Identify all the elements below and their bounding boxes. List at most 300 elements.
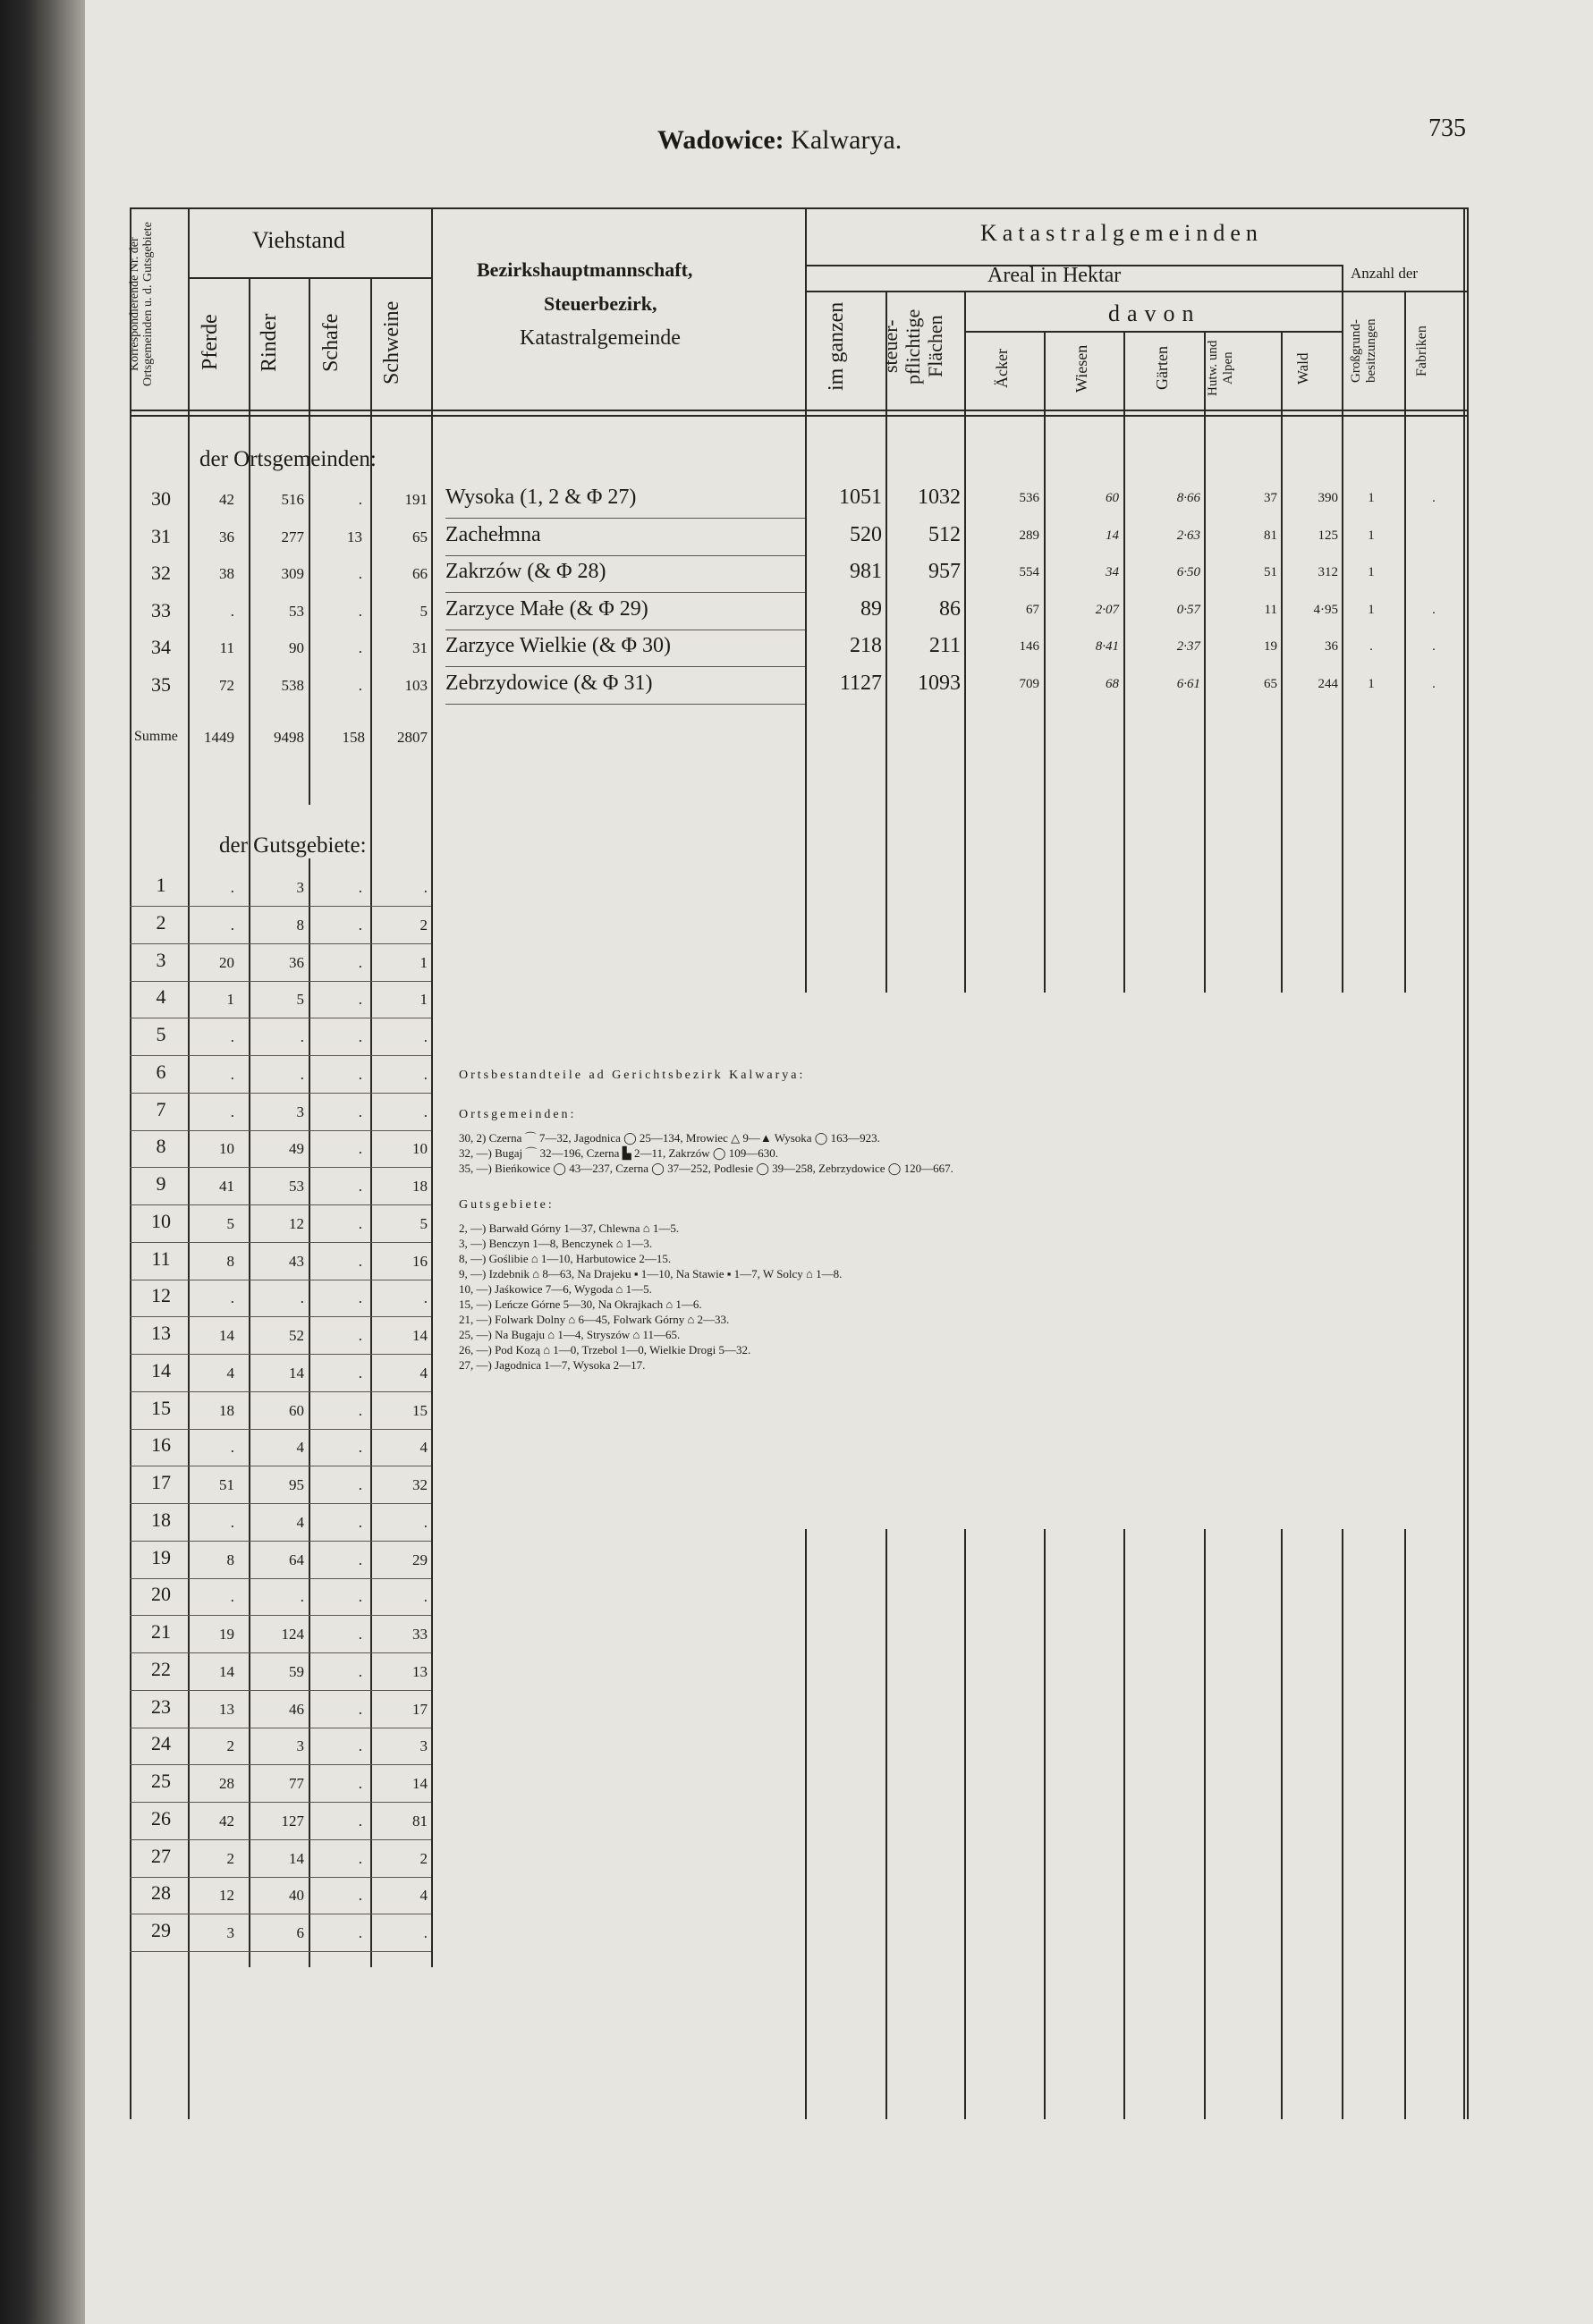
cell-schafe: . xyxy=(358,1626,362,1643)
cell-rinder: 3 xyxy=(296,879,304,896)
row-rule xyxy=(130,943,431,944)
cell-rinder: 3 xyxy=(296,1737,304,1754)
cell-rinder: 309 xyxy=(281,565,304,582)
cell-steuer: 1093 xyxy=(918,672,961,695)
cell-rinder: 8 xyxy=(296,917,304,934)
note-line: 27, —) Jagodnica 1—7, Wysoka 2—17. xyxy=(459,1358,646,1372)
cell-rinder: 277 xyxy=(281,528,304,545)
cell-rinder: 516 xyxy=(281,491,304,508)
notes-guts-head: Gutsgebiete: xyxy=(459,1198,555,1212)
row-number: 11 xyxy=(151,1247,171,1270)
cell-gross: 1 xyxy=(1368,677,1375,691)
cell-wald: 244 xyxy=(1318,677,1338,691)
cell-ganzen: 89 xyxy=(860,597,882,621)
cell-pferde: 5 xyxy=(226,1215,234,1232)
row-number: 14 xyxy=(151,1359,171,1382)
col-bezirk-3: Katastralgemeinde xyxy=(520,326,681,350)
cell-schweine: 31 xyxy=(412,639,428,656)
cell-name: Zachełmna xyxy=(445,523,541,546)
row-rule xyxy=(130,1093,431,1094)
row-number: 32 xyxy=(151,562,171,584)
cell-schafe: . xyxy=(358,1588,362,1605)
grid-hline xyxy=(130,207,1467,209)
cell-schweine: 13 xyxy=(412,1663,428,1680)
cell-wiesen: 34 xyxy=(1106,565,1119,579)
row-rule xyxy=(130,1167,431,1168)
cell-schweine: . xyxy=(423,1028,428,1045)
grid-hline xyxy=(188,277,431,279)
col-aecker: Äcker xyxy=(993,349,1011,388)
cell-schweine: 4 xyxy=(419,1365,428,1382)
cell-schafe: . xyxy=(358,1476,362,1493)
row-rule xyxy=(130,1802,431,1803)
cell-rinder: 12 xyxy=(289,1215,304,1232)
cell-schafe: . xyxy=(358,1439,362,1456)
cell-rinder: 90 xyxy=(289,639,304,656)
cell-schafe: . xyxy=(358,917,362,934)
cell-schweine: 65 xyxy=(412,528,428,545)
row-rule xyxy=(130,1503,431,1504)
cell-schafe: . xyxy=(358,1028,362,1045)
cell-rinder: 46 xyxy=(289,1701,304,1718)
row-rule xyxy=(130,1764,431,1765)
row-number: 10 xyxy=(151,1210,171,1232)
section-ortsgemeinden: der Ortsgemeinden: xyxy=(199,447,377,471)
col-katastral: Katastralgemeinden xyxy=(980,220,1263,246)
cell-pferde: 18 xyxy=(219,1402,234,1419)
summe-schweine: 2807 xyxy=(397,729,428,746)
row-number: 28 xyxy=(151,1881,171,1904)
row-number: 16 xyxy=(151,1433,171,1456)
note-line: 30, 2) Czerna ⌒ 7—32, Jagodnica ◯ 25—134, Mrowiec △ 9—▲ Wysoka ◯ 163—923. xyxy=(459,1131,880,1145)
cell-schafe: . xyxy=(358,1140,362,1157)
row-number: 35 xyxy=(151,673,171,696)
cell-rinder: . xyxy=(300,1028,304,1045)
row-rule xyxy=(130,1690,431,1691)
col-im-ganzen: im ganzen xyxy=(825,301,848,392)
cell-pferde: . xyxy=(230,603,234,620)
cell-rinder: 36 xyxy=(289,954,304,971)
cell-gross: 1 xyxy=(1368,565,1375,579)
grid-vline xyxy=(1281,331,1283,993)
cell-fabriken: . xyxy=(1432,639,1436,654)
cell-schafe: . xyxy=(358,1775,362,1792)
cell-pferde: . xyxy=(230,1514,234,1531)
grid-vline xyxy=(964,1529,966,2119)
row-number: 6 xyxy=(156,1061,166,1083)
grid-vline-double xyxy=(1463,207,1465,2119)
cell-gross: 1 xyxy=(1368,603,1375,617)
cell-schafe: . xyxy=(358,1850,362,1867)
cell-gross: 1 xyxy=(1368,491,1375,505)
cell-rinder: 43 xyxy=(289,1253,304,1270)
cell-schweine: 14 xyxy=(412,1327,428,1344)
row-number: 31 xyxy=(151,525,171,547)
cell-gaerten: 2·37 xyxy=(1176,639,1200,654)
col-bezirk-1: Bezirkshauptmannschaft, xyxy=(477,258,693,281)
cell-schafe: . xyxy=(358,565,362,582)
cell-schafe: . xyxy=(358,1813,362,1830)
cell-schafe: . xyxy=(358,1663,362,1680)
row-rule xyxy=(130,1578,431,1579)
cell-name: Wysoka (1, 2 & Φ 27) xyxy=(445,486,637,509)
row-rule xyxy=(130,1951,431,1952)
cell-wald: 125 xyxy=(1318,528,1338,543)
cell-schweine: 103 xyxy=(404,677,428,694)
cell-steuer: 957 xyxy=(928,560,961,583)
cell-wiesen: 2·07 xyxy=(1095,603,1119,617)
cell-pferde: . xyxy=(230,1439,234,1456)
cell-rinder: 538 xyxy=(281,677,304,694)
note-line: 35, —) Bieńkowice ◯ 43—237, Czerna ◯ 37—252, Podlesie ◯ 39—258, Zebrzydowice ◯ 120—667. xyxy=(459,1162,953,1175)
grid-vline xyxy=(309,858,310,1967)
cell-hutw: 65 xyxy=(1264,677,1277,691)
cell-rinder: 60 xyxy=(289,1402,304,1419)
cell-pferde: 28 xyxy=(219,1775,234,1792)
title-court: Kalwarya. xyxy=(784,125,902,155)
cell-gaerten: 6·50 xyxy=(1176,565,1200,579)
notes-guts-list xyxy=(459,1221,953,1373)
col-bezirk-2: Steuerbezirk, xyxy=(544,292,657,315)
cell-fabriken: . xyxy=(1432,603,1436,617)
row-number: 25 xyxy=(151,1770,171,1792)
grid-vline xyxy=(1204,1529,1206,2119)
col-schweine: Schweine xyxy=(380,300,403,385)
page-number: 735 xyxy=(1428,114,1466,142)
cell-gaerten: 8·66 xyxy=(1176,491,1200,505)
col-gaerten: Gärten xyxy=(1153,346,1171,391)
cell-schweine: 4 xyxy=(419,1887,428,1904)
grid-vline xyxy=(1044,331,1046,993)
cell-hutw: 51 xyxy=(1264,565,1277,579)
cell-hutw: 19 xyxy=(1264,639,1277,654)
grid-vline xyxy=(1342,265,1343,993)
cell-pferde: . xyxy=(230,1028,234,1045)
cell-rinder: . xyxy=(300,1066,304,1083)
note-line: 8, —) Goślibie ⌂ 1—10, Harbutowice 2—15. xyxy=(459,1252,672,1265)
cell-wiesen: 14 xyxy=(1106,528,1119,543)
cell-name: Zarzyce Wielkie (& Φ 30) xyxy=(445,634,672,657)
cell-gaerten: 2·63 xyxy=(1176,528,1200,543)
row-rule xyxy=(130,1877,431,1878)
section-gutsgebiete: der Gutsgebiete: xyxy=(219,833,367,858)
cell-schweine: 32 xyxy=(412,1476,428,1493)
col-pferde: Pferde xyxy=(199,314,222,371)
row-number: 9 xyxy=(156,1172,166,1195)
cell-pferde: 2 xyxy=(226,1737,234,1754)
row-number: 21 xyxy=(151,1620,171,1643)
cell-wiesen: 60 xyxy=(1106,491,1119,505)
cell-schweine: 5 xyxy=(419,1215,428,1232)
cell-pferde: 42 xyxy=(219,491,234,508)
cell-aecker: 289 xyxy=(1019,528,1039,543)
row-rule xyxy=(130,1204,431,1205)
col-fabriken: Fabriken xyxy=(1414,325,1429,376)
row-rule xyxy=(130,1354,431,1355)
cell-wald: 390 xyxy=(1318,491,1338,505)
cell-rinder: 53 xyxy=(289,1178,304,1195)
row-rule xyxy=(445,555,805,556)
cell-pferde: 14 xyxy=(219,1663,234,1680)
row-number: 19 xyxy=(151,1546,171,1568)
cell-fabriken: . xyxy=(1432,677,1436,691)
cell-aecker: 554 xyxy=(1019,565,1039,579)
row-number: 33 xyxy=(151,599,171,621)
cell-gross: . xyxy=(1369,639,1373,654)
grid-vline xyxy=(370,277,372,1967)
cell-pferde: . xyxy=(230,1289,234,1306)
cell-schafe: . xyxy=(358,991,362,1008)
cell-schafe: . xyxy=(358,1253,362,1270)
row-number: 2 xyxy=(156,911,166,934)
grid-vline xyxy=(805,1529,807,2119)
row-number: 30 xyxy=(151,487,171,510)
cell-pferde: 12 xyxy=(219,1887,234,1904)
row-number: 27 xyxy=(151,1845,171,1867)
cell-schafe: 13 xyxy=(347,528,362,545)
cell-schafe: . xyxy=(358,1701,362,1718)
cell-ganzen: 218 xyxy=(850,634,882,657)
grid-vline xyxy=(1204,331,1206,993)
cell-pferde: 3 xyxy=(226,1924,234,1941)
cell-schafe: . xyxy=(358,954,362,971)
cell-schweine: . xyxy=(423,1066,428,1083)
cell-pferde: 2 xyxy=(226,1850,234,1867)
row-rule xyxy=(445,592,805,593)
note-line: 15, —) Leńcze Górne 5—30, Na Okrajkach ⌂ 1—6. xyxy=(459,1297,702,1311)
row-rule xyxy=(130,1839,431,1840)
cell-name: Zakrzów (& Φ 28) xyxy=(445,560,606,583)
cell-schafe: . xyxy=(358,1289,362,1306)
row-number: 3 xyxy=(156,949,166,971)
cell-aecker: 536 xyxy=(1019,491,1039,505)
cell-pferde: . xyxy=(230,1103,234,1120)
cell-rinder: 14 xyxy=(289,1365,304,1382)
row-number: 17 xyxy=(151,1471,171,1493)
cell-schafe: . xyxy=(358,879,362,896)
notes-orts-head: Ortsgemeinden: xyxy=(459,1108,577,1121)
row-number: 5 xyxy=(156,1023,166,1045)
cell-schweine: . xyxy=(423,1103,428,1120)
col-schafe: Schafe xyxy=(319,313,343,372)
row-rule xyxy=(130,1130,431,1131)
cell-schweine: 1 xyxy=(419,991,428,1008)
cell-wiesen: 68 xyxy=(1106,677,1119,691)
cell-schafe: . xyxy=(358,1066,362,1083)
row-rule xyxy=(445,666,805,667)
note-line: 3, —) Benczyn 1—8, Benczynek ⌂ 1—3. xyxy=(459,1237,653,1250)
cell-pferde: 51 xyxy=(219,1476,234,1493)
grid-vline xyxy=(1404,1529,1406,2119)
cell-schweine: 18 xyxy=(412,1178,428,1195)
cell-steuer: 211 xyxy=(928,634,961,657)
row-number: 4 xyxy=(156,985,166,1008)
row-rule xyxy=(130,906,431,907)
grid-hline xyxy=(130,410,1467,411)
col-hutw: Hutw. und Alpen xyxy=(1206,340,1235,397)
cell-rinder: 6 xyxy=(296,1924,304,1941)
note-line: 21, —) Folwark Dolny ⌂ 6—45, Folwark Górny ⌂ 2—33. xyxy=(459,1313,730,1326)
grid-vline xyxy=(1123,331,1125,993)
cell-rinder: 53 xyxy=(289,603,304,620)
grid-vline xyxy=(1044,1529,1046,2119)
row-rule xyxy=(130,1429,431,1430)
row-number: 15 xyxy=(151,1397,171,1419)
cell-rinder: 59 xyxy=(289,1663,304,1680)
row-number: 20 xyxy=(151,1583,171,1605)
cell-schafe: . xyxy=(358,1737,362,1754)
row-number: 8 xyxy=(156,1135,166,1157)
cell-schweine: 191 xyxy=(404,491,428,508)
col-davon: davon xyxy=(1108,300,1201,326)
cell-schafe: . xyxy=(358,1178,362,1195)
note-line: 25, —) Na Bugaju ⌂ 1—4, Stryszów ⌂ 11—65. xyxy=(459,1328,681,1341)
cell-schweine: 2 xyxy=(419,1850,428,1867)
row-number: 29 xyxy=(151,1919,171,1941)
row-rule xyxy=(130,1615,431,1616)
row-rule xyxy=(445,704,805,705)
cell-rinder: 4 xyxy=(296,1439,304,1456)
row-number: 34 xyxy=(151,636,171,658)
cell-schweine: 81 xyxy=(412,1813,428,1830)
cell-schafe: . xyxy=(358,1402,362,1419)
page-title xyxy=(657,125,902,156)
col-rinder: Rinder xyxy=(258,313,281,372)
grid-vline xyxy=(1467,207,1469,2119)
grid-hline xyxy=(130,415,1467,417)
cell-schafe: . xyxy=(358,1365,362,1382)
note-line: 26, —) Pod Kozą ⌂ 1—0, Trzebol 1—0, Wielkie Drogi 5—32. xyxy=(459,1343,751,1356)
row-number: 22 xyxy=(151,1658,171,1680)
cell-schafe: . xyxy=(358,1924,362,1941)
grid-vline xyxy=(1281,1529,1283,2119)
cell-schafe: . xyxy=(358,1514,362,1531)
cell-ganzen: 1051 xyxy=(839,486,882,509)
cell-schweine: . xyxy=(423,1289,428,1306)
col-areal: Areal in Hektar xyxy=(987,264,1122,287)
title-district: Wadowice: xyxy=(657,125,784,155)
cell-schafe: . xyxy=(358,1887,362,1904)
cell-pferde: 8 xyxy=(226,1253,234,1270)
cell-schafe: . xyxy=(358,639,362,656)
cell-schweine: 29 xyxy=(412,1551,428,1568)
cell-aecker: 67 xyxy=(1026,603,1039,617)
cell-aecker: 709 xyxy=(1019,677,1039,691)
notes-block xyxy=(459,1066,953,1373)
row-rule xyxy=(130,981,431,982)
cell-fabriken: . xyxy=(1432,491,1436,505)
cell-rinder: 49 xyxy=(289,1140,304,1157)
cell-pferde: 36 xyxy=(219,528,234,545)
cell-pferde: 14 xyxy=(219,1327,234,1344)
cell-rinder: 64 xyxy=(289,1551,304,1568)
row-number: 12 xyxy=(151,1284,171,1306)
cell-schweine: 15 xyxy=(412,1402,428,1419)
cell-wiesen: 8·41 xyxy=(1095,639,1119,654)
cell-steuer: 512 xyxy=(928,523,961,546)
note-line: 9, —) Izdebnik ⌂ 8—63, Na Drajeku ▪ 1—10, Na Stawie ▪ 1—7, W Solcy ⌂ 1—8. xyxy=(459,1267,843,1280)
cell-schweine: 14 xyxy=(412,1775,428,1792)
cell-pferde: . xyxy=(230,1066,234,1083)
cell-schafe: . xyxy=(358,1215,362,1232)
cell-schweine: . xyxy=(423,1514,428,1531)
row-rule xyxy=(130,1652,431,1653)
cell-schweine: 2 xyxy=(419,917,428,934)
cell-ganzen: 981 xyxy=(850,560,882,583)
row-rule xyxy=(130,1316,431,1317)
cell-pferde: 72 xyxy=(219,677,234,694)
cell-steuer: 1032 xyxy=(918,486,961,509)
row-number: 24 xyxy=(151,1732,171,1754)
summe-rinder: 9498 xyxy=(274,729,304,746)
row-number: 18 xyxy=(151,1508,171,1531)
col-wiesen: Wiesen xyxy=(1072,344,1090,393)
row-number: 7 xyxy=(156,1098,166,1120)
cell-wald: 312 xyxy=(1318,565,1338,579)
cell-schweine: 33 xyxy=(412,1626,428,1643)
cell-schweine: 3 xyxy=(419,1737,428,1754)
cell-gaerten: 0·57 xyxy=(1176,603,1200,617)
cell-pferde: 4 xyxy=(226,1365,234,1382)
cell-rinder: 40 xyxy=(289,1887,304,1904)
col-gross: Großgrund- besitzungen xyxy=(1349,318,1378,384)
row-rule xyxy=(130,1391,431,1392)
cell-schweine: . xyxy=(423,1924,428,1941)
cell-pferde: 20 xyxy=(219,954,234,971)
row-number: 26 xyxy=(151,1807,171,1830)
cell-rinder: 4 xyxy=(296,1514,304,1531)
cell-rinder: 127 xyxy=(281,1813,304,1830)
cell-hutw: 37 xyxy=(1264,491,1277,505)
row-rule xyxy=(130,1242,431,1243)
cell-schafe: . xyxy=(358,1551,362,1568)
cell-pferde: 41 xyxy=(219,1178,234,1195)
cell-schweine: 10 xyxy=(412,1140,428,1157)
cell-schweine: 5 xyxy=(419,603,428,620)
book-gutter xyxy=(0,0,85,2324)
cell-pferde: 11 xyxy=(219,639,234,656)
cell-pferde: 42 xyxy=(219,1813,234,1830)
notes-title: Ortsbestandteile ad Gerichtsbezirk Kalwarya: xyxy=(459,1069,806,1082)
cell-schweine: . xyxy=(423,879,428,896)
summe-schafe: 158 xyxy=(342,729,365,746)
grid-vline xyxy=(309,277,310,805)
cell-schafe: . xyxy=(358,1327,362,1344)
cell-wald: 4·95 xyxy=(1313,603,1338,617)
cell-pferde: . xyxy=(230,917,234,934)
row-number: 1 xyxy=(156,874,166,896)
cell-rinder: 124 xyxy=(281,1626,304,1643)
cell-pferde: 8 xyxy=(226,1551,234,1568)
cell-schafe: . xyxy=(358,677,362,694)
cell-ganzen: 520 xyxy=(850,523,882,546)
row-number: 13 xyxy=(151,1322,171,1344)
cell-aecker: 146 xyxy=(1019,639,1039,654)
cell-rinder: . xyxy=(300,1289,304,1306)
row-rule xyxy=(445,518,805,519)
notes-orts-list xyxy=(459,1130,953,1176)
col-korr: Korrespondierende Nr. der Ortsgemeinden u. d. Gutsgebiete xyxy=(128,222,155,386)
cell-schweine: 1 xyxy=(419,954,428,971)
note-line: 10, —) Jaśkowice 7—6, Wygoda ⌂ 1—5. xyxy=(459,1282,652,1296)
cell-hutw: 81 xyxy=(1264,528,1277,543)
cell-rinder: 14 xyxy=(289,1850,304,1867)
cell-pferde: . xyxy=(230,1588,234,1605)
cell-pferde: 13 xyxy=(219,1701,234,1718)
note-line: 2, —) Barwałd Górny 1—37, Chlewna ⌂ 1—5. xyxy=(459,1221,680,1235)
cell-gaerten: 6·61 xyxy=(1176,677,1200,691)
cell-rinder: 95 xyxy=(289,1476,304,1493)
